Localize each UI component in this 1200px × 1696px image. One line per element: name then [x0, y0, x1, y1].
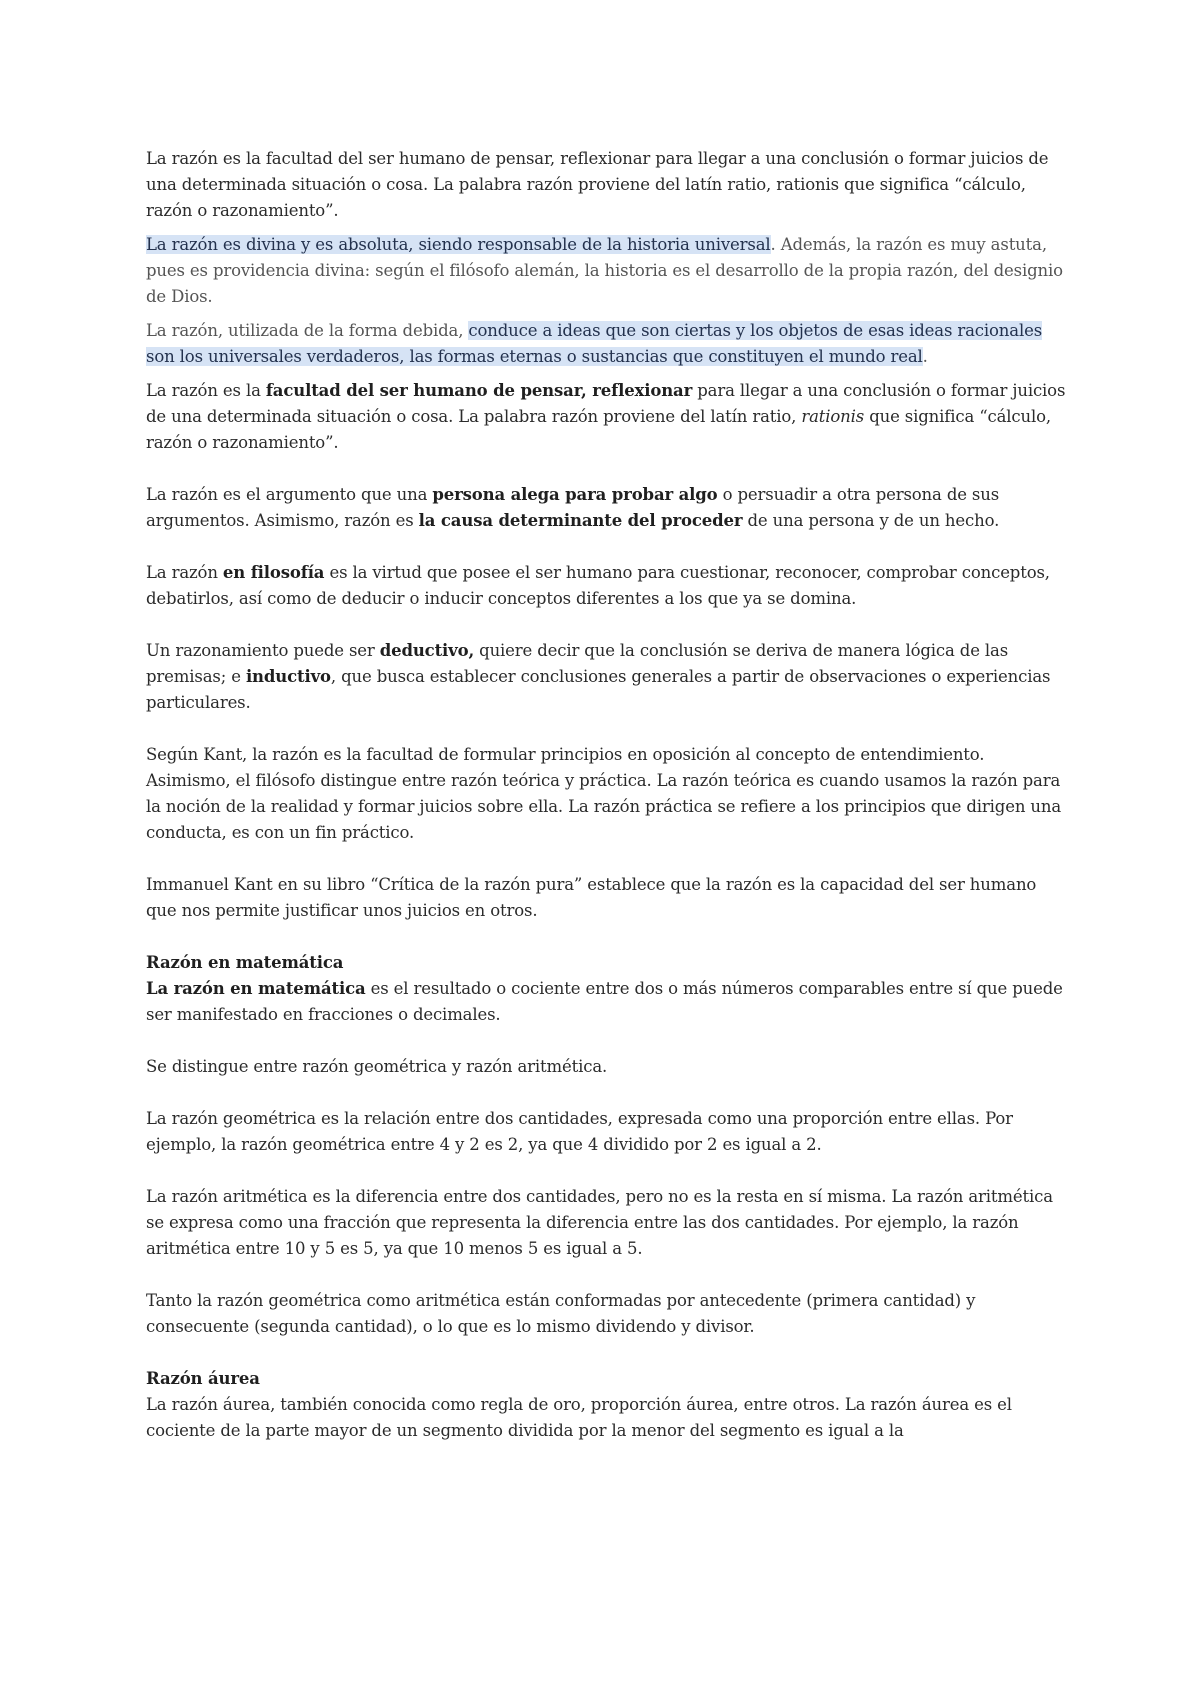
paragraph-text: de una persona y de un hecho.	[742, 511, 1000, 530]
paragraph-12: La razón geométrica es la relación entre dos cantidades, expresada como una proporción entre ellas. Por ejemplo, la razón geométrica entre 4 y 2 es 2, ya que 4 dividido por 2 es igual a 2.	[146, 1109, 1013, 1154]
paragraph-4	[146, 378, 1066, 456]
paragraph-7	[146, 638, 1066, 716]
paragraph-text: , que busca establecer conclusiones generales a partir de observaciones o experiencias particulares.	[146, 667, 1051, 712]
paragraph-6	[146, 560, 1066, 612]
bold-text: La razón en matemática	[146, 979, 366, 998]
paragraph-text: La razón, utilizada de la forma debida,	[146, 321, 469, 340]
paragraph-text: .	[922, 347, 928, 366]
paragraph-8: Según Kant, la razón es la facultad de formular principios en oposición al concepto de entendimiento. Asimismo, el filósofo distingue entre razón teórica y práctica. La razón teórica es cuando usamos la razón para la noción de la realidad y formar juicios sobre ella. La razón práctica se refiere a los principios que dirigen una conducta, es con un fin práctico.	[146, 745, 1062, 842]
paragraph-9: Immanuel Kant en su libro “Crítica de la razón pura” establece que la razón es la capacidad del ser humano que nos permite justificar unos juicios en otros.	[146, 875, 1037, 920]
paragraph-14: Tanto la razón geométrica como aritmética están conformadas por antecedente (primera cantidad) y consecuente (segunda cantidad), o lo que es lo mismo dividendo y divisor.	[146, 1291, 976, 1336]
bold-text: la causa determinante del proceder	[418, 511, 743, 530]
paragraph-5	[146, 482, 1066, 534]
paragraph-text: La razón es el argumento que una	[146, 485, 433, 504]
paragraph-text: para llegar a una conclusión o formar juicios de una determinada situación o cosa. La palabra razón proviene del latín ratio,	[146, 381, 1066, 426]
paragraph-text: La razón es la	[146, 381, 266, 400]
paragraph-1: La razón es la facultad del ser humano de pensar, reflexionar para llegar a una conclusión o formar juicios de una determinada situación o cosa. La palabra razón proviene del latín ratio, rationis que significa “cálculo, razón o razonamiento”.	[146, 149, 1049, 220]
document-body	[146, 146, 1066, 1444]
paragraph-text: es el resultado o cociente entre dos o más números comparables entre sí que puede ser manifestado en fracciones o decimales.	[146, 979, 1063, 1024]
paragraph-3	[146, 318, 1066, 370]
paragraph-15: La razón áurea, también conocida como regla de oro, proporción áurea, entre otros. La razón áurea es el cociente de la parte mayor de un segmento dividida por la menor del segmento es igual a la	[146, 1395, 1012, 1440]
paragraph-text: . Además, la razón es muy astuta, pues es providencia divina: según el filósofo alemán, la historia es el desarrollo de la propia razón, del designio de Dios.	[146, 235, 1063, 306]
paragraph-text: quiere decir que la conclusión se deriva de manera lógica de las premisas; e	[146, 641, 1009, 686]
paragraph-text: que significa “cálculo, razón o razonamiento”.	[146, 407, 1051, 452]
section-heading-matematica: Razón en matemática	[146, 953, 344, 972]
highlighted-text: La razón es divina y es absoluta, siendo responsable de la historia universal	[146, 235, 771, 254]
paragraph-text: o persuadir a otra persona de sus argumentos. Asimismo, razón es	[146, 485, 1000, 530]
section-heading-aurea: Razón áurea	[146, 1369, 260, 1388]
bold-text: inductivo	[245, 667, 331, 686]
paragraph-13: La razón aritmética es la diferencia entre dos cantidades, pero no es la resta en sí misma. La razón aritmética se expresa como una fracción que representa la diferencia entre las dos cantidades. Por ejemplo, la razón aritmética entre 10 y 5 es 5, ya que 10 menos 5 es igual a 5.	[146, 1187, 1053, 1258]
bold-text: en filosofía	[222, 563, 325, 582]
paragraph-text: La razón	[146, 563, 223, 582]
paragraph-text: es la virtud que posee el ser humano para cuestionar, reconocer, comprobar conceptos, debatirlos, así como de deducir o inducir conceptos diferentes a los que ya se domina.	[146, 563, 1050, 608]
paragraph-11: Se distingue entre razón geométrica y razón aritmética.	[146, 1057, 608, 1076]
paragraph-text: Un razonamiento puede ser	[146, 641, 380, 660]
paragraph-2	[146, 232, 1066, 310]
bold-text: deductivo,	[379, 641, 475, 660]
highlighted-text: conduce a ideas que son ciertas y los objetos de esas ideas racionales son los universales verdaderos, las formas eternas o sustancias que constituyen el mundo real	[146, 321, 1043, 366]
bold-text: facultad del ser humano de pensar, reflexionar	[265, 381, 693, 400]
bold-text: persona alega para probar algo	[432, 485, 718, 504]
italic-text: rationis	[801, 407, 865, 426]
paragraph-10	[146, 976, 1066, 1028]
